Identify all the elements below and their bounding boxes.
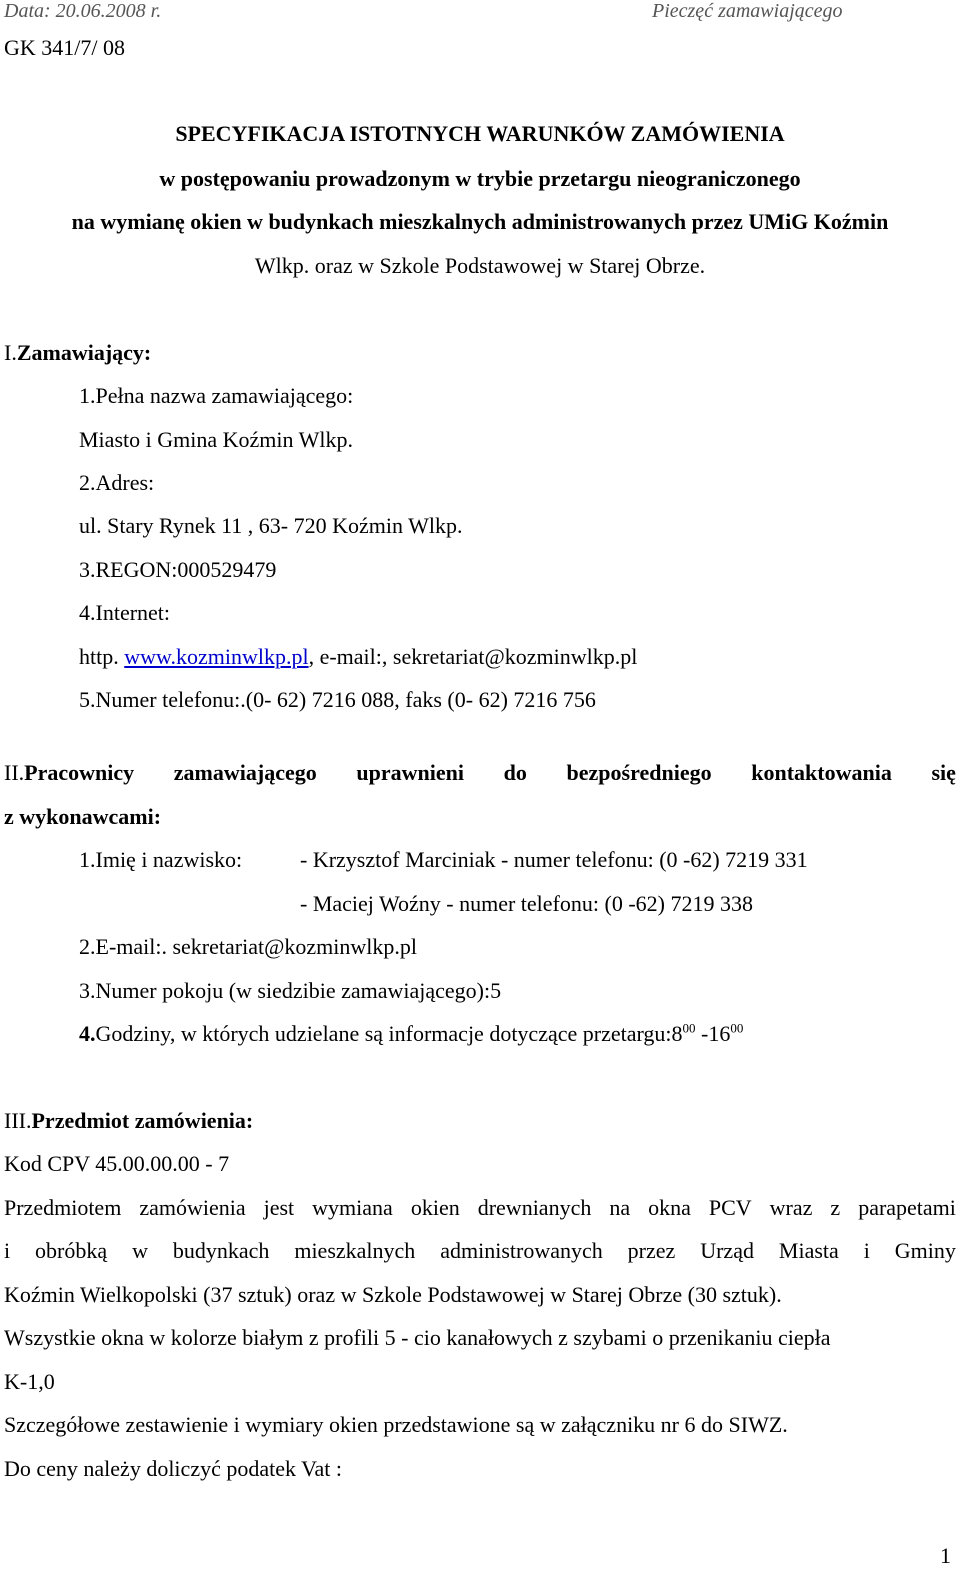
title-subline-2: na wymianę okien w budynkach mieszkalnych administrowanych przez UMiG Koźmin [71, 209, 889, 234]
section-1-number: I. [4, 340, 17, 365]
internet-value [79, 645, 637, 669]
regon-number: 3.REGON:000529479 [79, 557, 277, 582]
p1l2-word: mieszkalnych [294, 1238, 416, 1263]
p1l2-word: Gminy [894, 1238, 956, 1263]
address-value: ul. Stary Rynek 11 , 63- 720 Koźmin Wlkp. [79, 513, 463, 538]
paragraph-4: Do ceny należy doliczyć podatek Vat : [4, 1456, 343, 1481]
stamp-label: Pieczęć zamawiającego [652, 0, 843, 22]
p1l1-word: okien [410, 1195, 460, 1220]
reference-number: GK 341/7/ 08 [4, 35, 125, 60]
section-1-title: Zamawiający: [16, 340, 152, 365]
p1l1-word: jest [263, 1195, 295, 1220]
paragraph-1-line-3: Koźmin Wielkopolski (37 sztuk) oraz w Szkole Podstawowej w Starej Obrze (30 sztuk). [4, 1282, 782, 1307]
section-2-heading [4, 761, 956, 785]
p1l1-word: drewnianych [477, 1195, 592, 1220]
document-title: SPECYFIKACJA ISTOTNYCH WARUNKÓW ZAMÓWIENIA [175, 121, 785, 146]
document-date: Data: 20.06.2008 r. [4, 0, 162, 22]
office-hours-number: 4. [79, 1021, 96, 1046]
section-2-word-2: zamawiającego [173, 760, 317, 785]
section-2-word-6: kontaktowania [751, 760, 892, 785]
paragraph-3: Szczegółowe zestawienie i wymiary okien przedstawione są w załączniku nr 6 do SIWZ. [4, 1412, 788, 1437]
title-subline-3: Wlkp. oraz w Szkole Podstawowej w Starej Obrze. [254, 253, 706, 278]
p1l1-word: PCV [708, 1195, 752, 1220]
hours-start-minutes: 00 [682, 1020, 696, 1036]
section-2-word-7: się [931, 760, 956, 785]
p1l1-word: wraz [769, 1195, 813, 1220]
internet-label: 4.Internet: [79, 600, 171, 625]
p1l2-word: Urząd [700, 1238, 754, 1263]
paragraph-1-line-2 [4, 1239, 956, 1263]
hours-end-minutes: 00 [730, 1020, 744, 1036]
p1l1-word: wymiana [312, 1195, 393, 1220]
section-3-title: Przedmiot zamówienia: [31, 1108, 254, 1133]
full-name-value: Miasto i Gmina Koźmin Wlkp. [79, 427, 353, 452]
p1l1-word: z [830, 1195, 841, 1220]
contact-name-label: 1.Imię i nazwisko: [79, 847, 243, 872]
page-number: 1 [940, 1543, 951, 1568]
section-2-word-1 [4, 761, 134, 785]
section-3-number: III. [4, 1108, 32, 1133]
contact-email: 2.E-mail:. sekretariat@kozminwlkp.pl [79, 934, 417, 959]
p1l1-word: na [609, 1195, 631, 1220]
email-text: , e-mail:, sekretariat@kozminwlkp.pl [308, 644, 638, 669]
p1l2-word: i [863, 1238, 870, 1263]
room-number: 3.Numer pokoju (w siedzibie zamawiającego):5 [79, 978, 502, 1003]
p1l2-word: i [4, 1238, 11, 1263]
office-hours-text: Godziny, w których udzielane są informacje dotyczące przetargu:8 [95, 1021, 683, 1046]
contact-person-2: - Maciej Woźny - numer telefonu: (0 -62) 7219 338 [300, 891, 753, 916]
p1l2-word: administrowanych [440, 1238, 603, 1263]
paragraph-2-line-1: Wszystkie okna w kolorze białym z profili 5 - cio kanałowych z szybami o przenikaniu ciepła [4, 1325, 831, 1350]
address-label: 2.Adres: [79, 470, 155, 495]
section-2-word-4: do [503, 760, 527, 785]
section-2-word-3: uprawnieni [356, 760, 464, 785]
cpv-code: Kod CPV 45.00.00.00 - 7 [4, 1151, 230, 1176]
contact-person-1: - Krzysztof Marciniak - numer telefonu: (0 -62) 7219 331 [300, 847, 808, 872]
section-2-word-first: Pracownicy [24, 760, 135, 785]
section-1-heading [4, 341, 151, 365]
paragraph-1-line-1 [4, 1196, 956, 1220]
title-subline-1: w postępowaniu prowadzonym w trybie przetargu nieograniczonego [159, 166, 801, 191]
p1l2-word: Miasta [778, 1238, 839, 1263]
office-hours [79, 1022, 743, 1046]
section-2-word-5: bezpośredniego [566, 760, 712, 785]
hours-separator: -16 [695, 1021, 731, 1046]
p1l2-word: w [132, 1238, 148, 1263]
p1l1-word: Przedmiotem [4, 1195, 122, 1220]
section-2-heading-continued: z wykonawcami: [4, 804, 162, 829]
p1l1-word: parapetami [858, 1195, 956, 1220]
website-link[interactable]: www.kozminwlkp.pl [124, 644, 309, 669]
p1l2-word: obróbką [35, 1238, 108, 1263]
section-2-number: II. [4, 760, 25, 785]
section-3-heading [4, 1109, 253, 1133]
p1l1-word: okna [648, 1195, 691, 1220]
p1l2-word: budynkach [172, 1238, 270, 1263]
p1l2-word: przez [627, 1238, 676, 1263]
p1l1-word: zamówienia [139, 1195, 246, 1220]
full-name-label: 1.Pełna nazwa zamawiającego: [79, 383, 354, 408]
paragraph-2-line-2: K-1,0 [4, 1369, 55, 1394]
http-prefix: http. [79, 644, 125, 669]
phone-number: 5.Numer telefonu:.(0- 62) 7216 088, faks (0- 62) 7216 756 [79, 687, 596, 712]
